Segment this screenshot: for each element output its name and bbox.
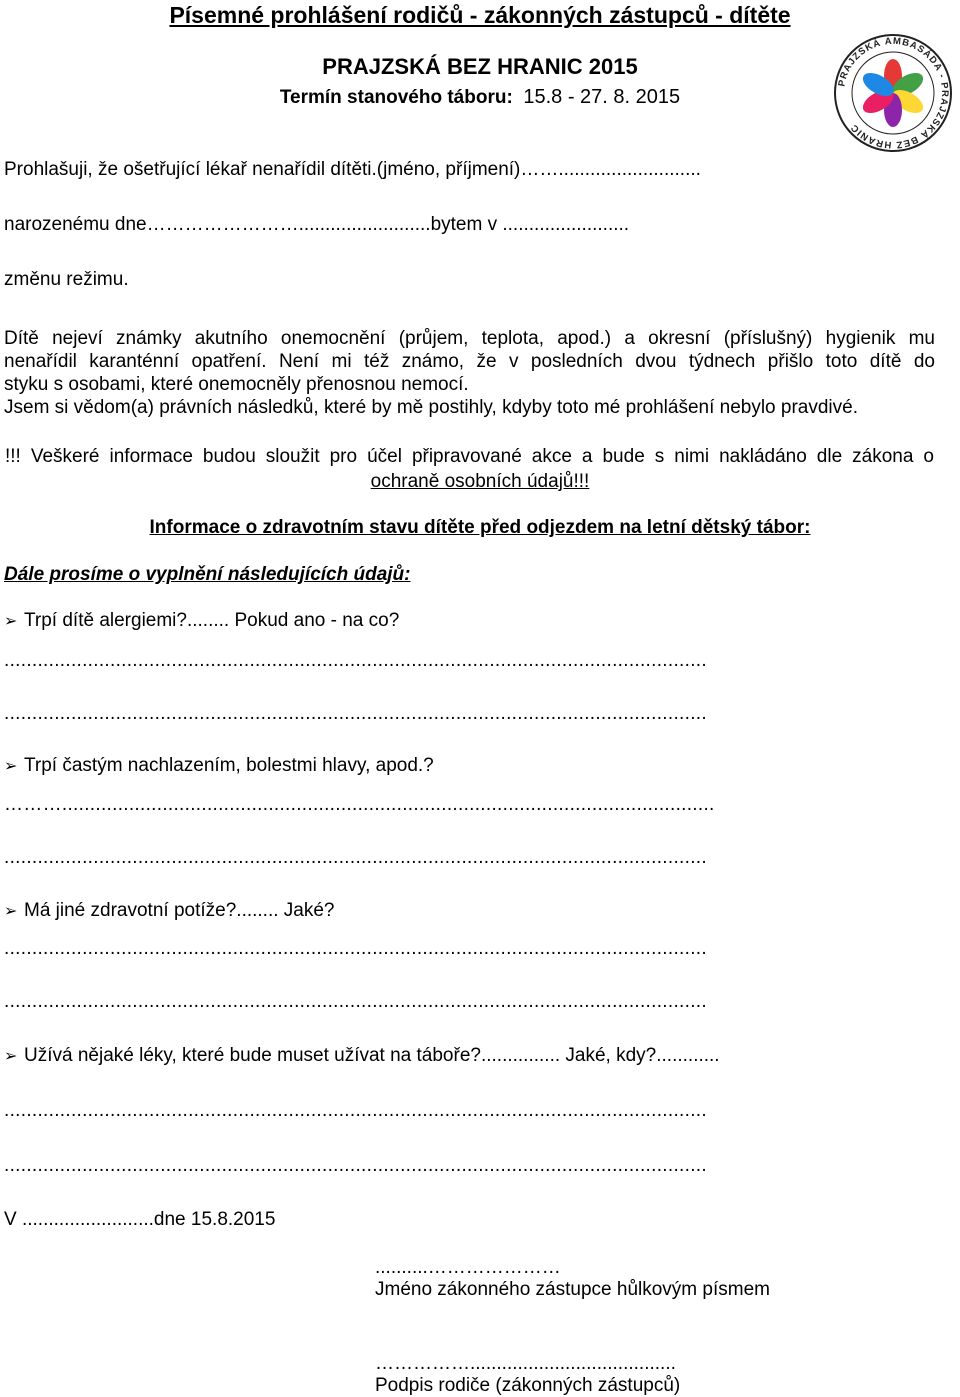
fill-in-prompt: Dále prosíme o vyplnění následujících údajů:	[4, 564, 411, 585]
answer-line[interactable]: ..............................................................................................................................	[4, 1155, 707, 1176]
answer-line[interactable]: ..............................................................................................................................	[4, 650, 707, 671]
health-statement-line-1: Dítě nejeví známky akutního onemocnění (průjem, teplota, apod.) a okresní (příslušný) hygienik mu	[4, 328, 935, 349]
bullet-arrow-icon: ➢	[4, 903, 18, 920]
term-label: Termín stanového táboru:	[279, 87, 513, 108]
section-title: Informace o zdravotním stavu dítěte před odjezdem na letní dětský tábor:	[149, 517, 811, 538]
question-medication-text: Užívá nějaké léky, které bude muset užívat na táboře?............... Jaké, kdy?............	[24, 1045, 720, 1066]
signature-label: Podpis rodiče (zákonných zástupců)	[375, 1375, 681, 1396]
gdpr-notice-line-2: ochraně osobních údajů!!!	[370, 471, 590, 492]
camp-term	[0, 86, 960, 109]
name-fill-line[interactable]: ..........…………………	[375, 1257, 561, 1278]
question-other-problems	[4, 900, 335, 922]
question-allergies	[4, 610, 399, 632]
answer-line[interactable]: ..............................................................................................................................	[4, 938, 707, 959]
declaration-line-2: narozenému dne…………………….........................bytem v ........................	[4, 214, 630, 235]
declaration-line-1: Prohlašuji, že ošetřující lékař nenařídil dítěti.(jméno, příjmení)……...........................	[4, 159, 701, 180]
event-name: PRAJZSKÁ BEZ HRANIC 2015	[322, 54, 638, 79]
bullet-arrow-icon: ➢	[4, 758, 18, 775]
question-other-problems-text: Má jiné zdravotní potíže?........ Jaké?	[24, 900, 335, 921]
answer-line[interactable]: ……….....................................................................................................................	[4, 794, 715, 815]
health-statement-line-3: styku s osobami, které onemocněly přenosnou nemocí.	[4, 374, 469, 395]
logo-arc-text: PRAJZSKÁ AMBASÁDA - PRAJZSKÁ BEZ HRANIC	[836, 35, 951, 151]
answer-line[interactable]: ..............................................................................................................................	[4, 1100, 707, 1121]
bullet-arrow-icon: ➢	[4, 613, 18, 630]
term-dates: 15.8 - 27. 8. 2015	[523, 86, 681, 108]
liability-statement: Jsem si vědom(a) právních následků, které by mě postihly, kdyby toto mé prohlášení nebylo pravdivé.	[4, 397, 858, 418]
health-statement-line-2: nenařídil karanténní opatření. Není mi též známo, že v posledních dvou týdnech přišlo toto dítě do	[4, 351, 935, 372]
bullet-arrow-icon: ➢	[4, 1048, 18, 1065]
answer-line[interactable]: ..............................................................................................................................	[4, 847, 707, 868]
declaration-line-3: změnu režimu.	[4, 269, 129, 290]
gdpr-notice-line-1: !!! Veškeré informace budou sloužit pro účel připravované akce a bude s nimi nakládáno dle zákona o	[5, 446, 934, 467]
question-medication	[4, 1045, 720, 1067]
signature-fill-line[interactable]: …………….......................................	[375, 1353, 676, 1374]
question-colds	[4, 755, 434, 777]
document-title: Písemné prohlášení rodičů - zákonných zástupců - dítěte	[169, 2, 791, 28]
answer-line[interactable]: ..............................................................................................................................	[4, 991, 707, 1012]
prajzska-ambasada-logo	[832, 32, 954, 154]
answer-line[interactable]: ..............................................................................................................................	[4, 703, 707, 724]
question-colds-text: Trpí častým nachlazením, bolestmi hlavy, apod.?	[24, 755, 434, 776]
place-and-date[interactable]: V .........................dne 15.8.2015	[4, 1209, 276, 1230]
name-label: Jméno zákonného zástupce hůlkovým písmem	[375, 1279, 770, 1300]
question-allergies-text: Trpí dítě alergiemi?........ Pokud ano - na co?	[24, 610, 400, 631]
